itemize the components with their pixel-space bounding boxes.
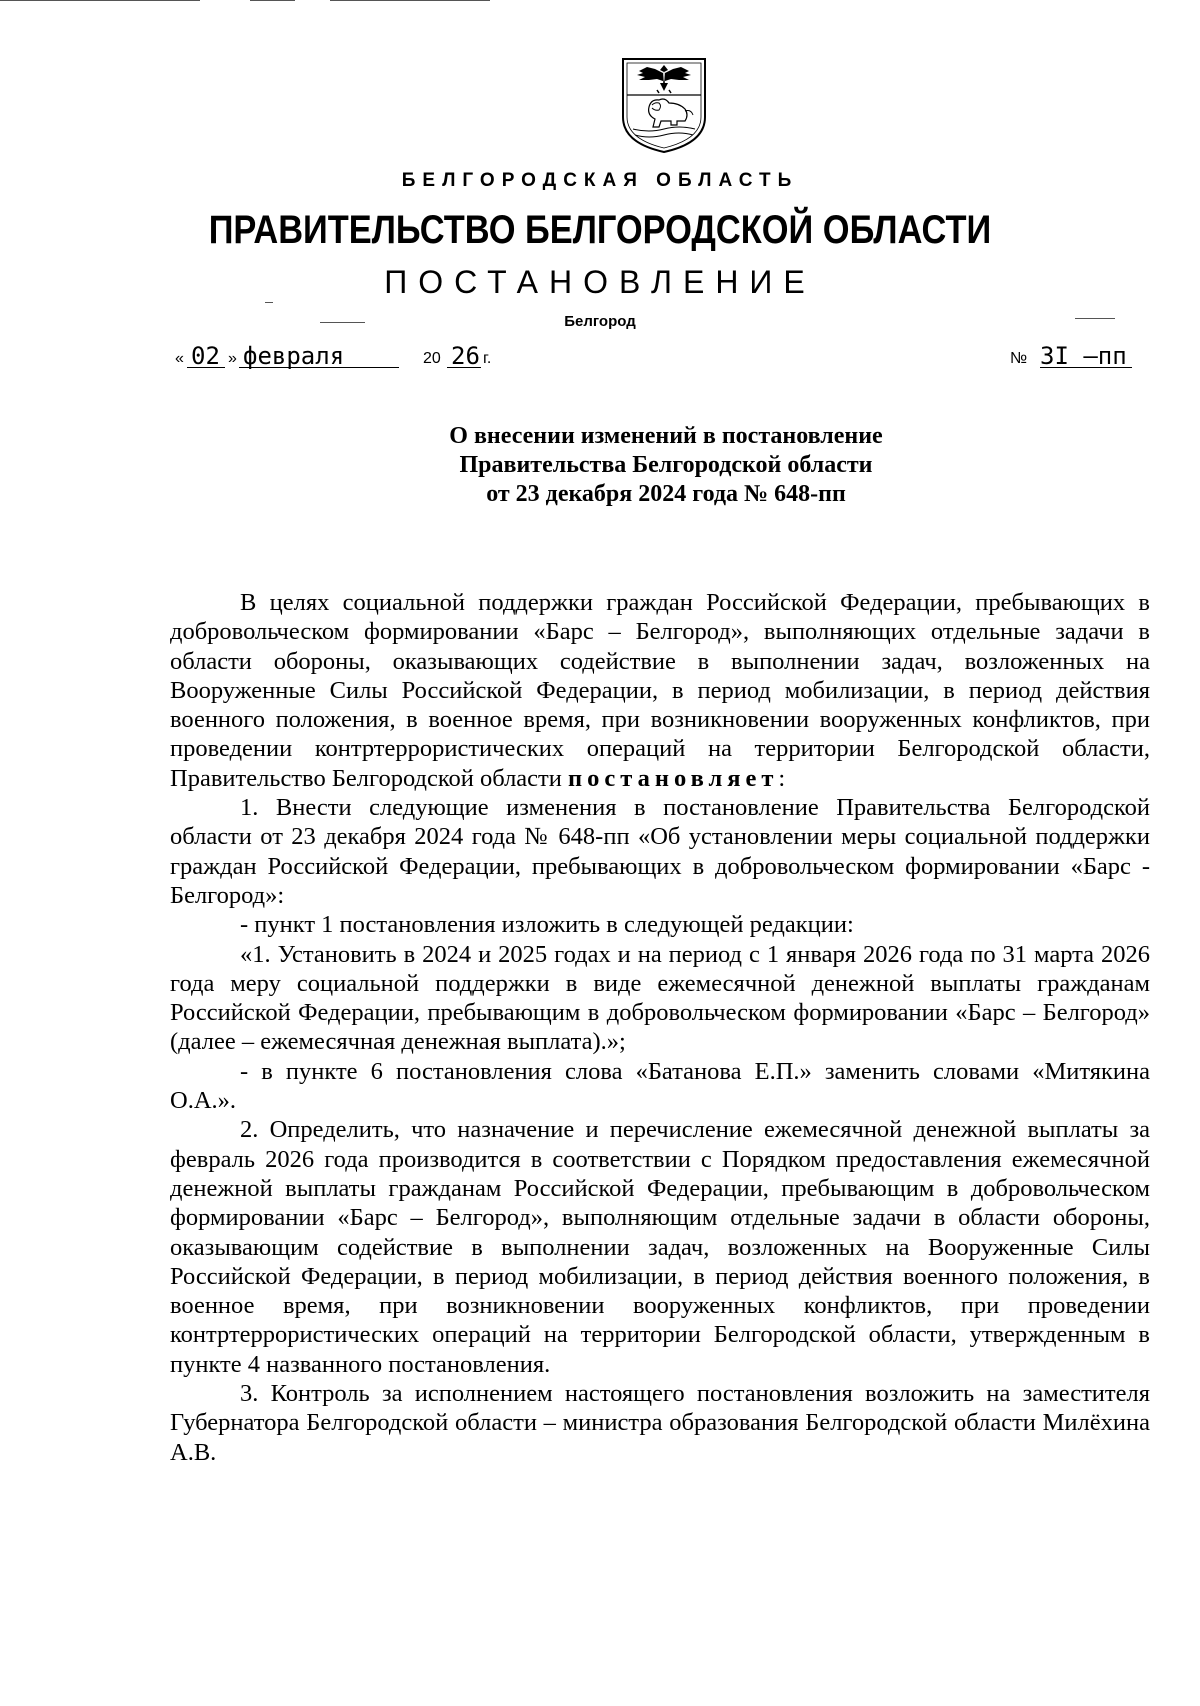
date-year-prefix: 20 (423, 350, 441, 367)
government-name: ПРАВИТЕЛЬСТВО БЕЛГОРОДСКОЙ ОБЛАСТИ (208, 208, 992, 252)
title-line: от 23 декабря 2024 года № 648-пп (486, 481, 846, 507)
scan-edge-mark (0, 0, 200, 1)
scan-edge-mark (250, 0, 295, 1)
document-title (0, 422, 1200, 509)
body-paragraph: «1. Установить в 2024 и 2025 годах и на период с 1 января 2026 года по 31 марта 2026 года меру социальной поддержки в виде ежемесячной денежной выплаты гражданам Российской Федерации, пребывающим в добровольческом формировании «Барс – Белгород» (далее – ежемесячная денежная выплата).»; (170, 940, 1150, 1056)
title-line: Правительства Белгородской области (459, 452, 873, 478)
belgorod-coat-of-arms-icon (619, 55, 709, 155)
body-paragraph: 2. Определить, что назначение и перечисление ежемесячной денежной выплаты за февраль 2026 года производится в соответствии с Порядком предоставления ежемесячной денежной выплаты гражданам Российской Федерации, пребывающим в добровольческом формировании «Барс – Белгород», выполняющим отдельные задачи в области обороны, оказывающим содействие в выполнении задач, возложенных на Вооруженные Силы Российской Федерации, в период мобилизации, в период действия военного положения, в военное время, при возникновении вооруженных конфликтов, при проведении контртеррористических операций на территории Белгородской области, утвержденным в пункте 4 названного постановления. (170, 1116, 1150, 1378)
number-value: 3I –пп (1040, 342, 1127, 370)
date-open-quote: « (175, 350, 184, 367)
body-paragraph: - в пункте 6 постановления слова «Батанова Е.П.» заменить словами «Митякина О.А.». (170, 1057, 1150, 1115)
document-number (1010, 342, 1130, 372)
scan-speck (265, 302, 273, 303)
body-paragraph: - пункт 1 постановления изложить в следующей редакции: (240, 911, 854, 939)
scan-speck (320, 322, 365, 323)
date-year-suffix: 26 (451, 342, 480, 370)
body-paragraph: 3. Контроль за исполнением настоящего постановления возложить на заместителя Губернатора Белгородской области – министра образования Белгородской области Милёхина А.В. (170, 1380, 1150, 1466)
document-date (175, 342, 515, 372)
title-line: О внесении изменений в постановление (449, 423, 883, 449)
date-close-quote: » (228, 350, 237, 367)
resolves-word: постановляет (568, 764, 779, 792)
date-month: февраля (243, 342, 345, 370)
date-day: 02 (191, 342, 220, 370)
scan-edge-mark (330, 0, 490, 1)
intro-text: В целях социальной поддержки граждан Российской Федерации, пребывающих в добровольческом формировании «Барс – Белгород», выполняющих отдельные задачи в области обороны, оказывающих содействие в выполнении задач, возложенных на Вооруженные Силы Российской Федерации, в период мобилизации, в период действия военного положения, в военное время, при возникновении вооруженных конфликтов, при проведении контртеррористических операций на территории Белгородской области, Правительство Белгородской области (170, 589, 1150, 792)
body-paragraph: 1. Внести следующие изменения в постановление Правительства Белгородской области от 23 декабря 2024 года № 648-пп «Об установлении меры социальной поддержки граждан Российской Федерации, пребывающих в добровольческом формировании «Барс - Белгород»: (170, 794, 1150, 909)
resolves-colon: : (778, 764, 786, 792)
city-name: Белгород (564, 313, 636, 330)
region-name: БЕЛГОРОДСКАЯ ОБЛАСТЬ (401, 170, 799, 191)
scan-speck (1075, 318, 1115, 319)
body-paragraph (170, 588, 1150, 793)
date-year-abbr: г. (483, 350, 492, 367)
number-label: № (1010, 350, 1028, 367)
document-type: ПОСТАНОВЛЕНИЕ (384, 264, 816, 300)
document-body (170, 588, 1150, 1467)
